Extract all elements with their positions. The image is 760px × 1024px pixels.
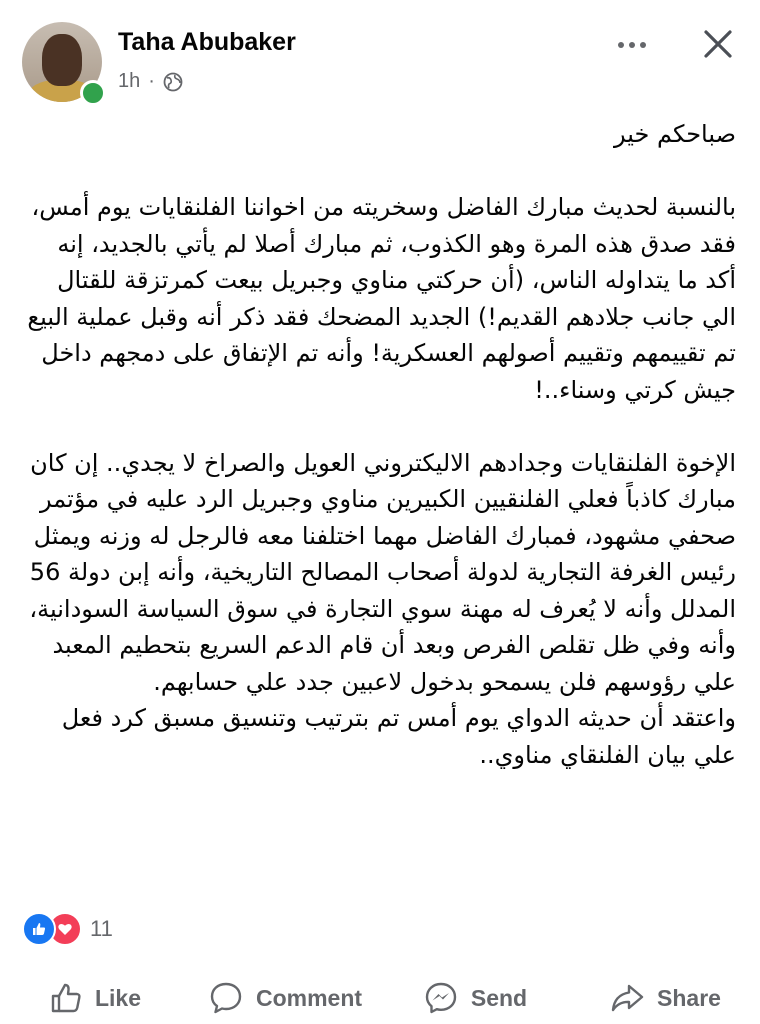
- send-button[interactable]: [380, 972, 570, 1024]
- thumbs-up-icon: [49, 981, 83, 1015]
- like-reaction-icon: [22, 912, 56, 946]
- share-label: Share: [657, 984, 721, 1011]
- comment-button[interactable]: [190, 972, 380, 1024]
- author-name[interactable]: Taha Abubaker: [118, 28, 296, 56]
- send-label: Send: [470, 984, 528, 1011]
- messenger-icon: [423, 980, 459, 1016]
- post-meta: [118, 70, 183, 93]
- close-icon[interactable]: [700, 26, 736, 62]
- post-paragraph: بالنسبة لحديث مبارك الفاضل وسخريته من اخواننا الفلنقايات يوم أمس، فقد صدق هذه المرة وهو الكذوب، ثم مبارك أصلا لم يأتي بالجديد، إنه أكد ما يتداوله الناس، (أن حركتي مناوي وجبريل بيعت كمرتزقة للقتال الي جانب جلادهم القديم!) الجديد المضحك فقد ذكر أنه وقبل عملية البيع تم تقييمهم وتقييم أصولهم العسكرية! وأنه تم الإتفاق على دمجهم داخل جيش كرتي وسناء..!: [27, 193, 736, 404]
- comment-bubble-icon: [208, 980, 244, 1016]
- author-avatar[interactable]: [22, 22, 102, 102]
- post-paragraph: الإخوة الفلنقايات وجدادهم الاليكتروني العويل والصراخ لا يجدي.. إن كان مبارك كاذباً فعلي الفلنقيين الكبيرين مناوي وجبريل الرد عليه في مؤتمر صحفي مشهود، فمبارك الفاضل مهما اختلفنا معه فالرجل له وزنه ويمثل رئيس الغرفة التجارية لدولة أصحاب المصالح التاريخية، وأنه إبن دولة 56 المدلل وأنه لا يُعرف له مهنة سوي التجارة في سوق السياسة السودانية، وأنه وفي ظل تقلص الفرص وبعد أن قام الدعم السريع بتحطيم المعبد علي رؤوسهم فلن يسمحو بدخول لاعبين جدد علي حسابهم.: [29, 448, 736, 696]
- post-greeting: صباحكم خير: [614, 120, 736, 148]
- post-paragraph: واعتقد أن حديثه الدواي يوم أمس تم بترتيب وتنسيق مسبق كرد فعل علي بيان الفلنقاي مناوي..: [61, 704, 736, 769]
- post-time[interactable]: 1h: [118, 70, 141, 92]
- post-header: [0, 0, 760, 110]
- reactions-summary[interactable]: [22, 912, 113, 946]
- like-button[interactable]: [0, 972, 190, 1024]
- post-action-bar: [0, 972, 760, 1024]
- globe-icon: [163, 72, 183, 92]
- more-options-icon[interactable]: [610, 30, 654, 60]
- comment-label: Comment: [255, 984, 363, 1011]
- meta-separator: ·: [148, 70, 155, 92]
- post-body: [24, 116, 736, 773]
- online-status-indicator: [80, 80, 106, 106]
- like-label: Like: [94, 984, 142, 1011]
- share-button[interactable]: [570, 972, 760, 1024]
- reactions-count[interactable]: 11: [90, 916, 113, 941]
- share-arrow-icon: [609, 980, 645, 1016]
